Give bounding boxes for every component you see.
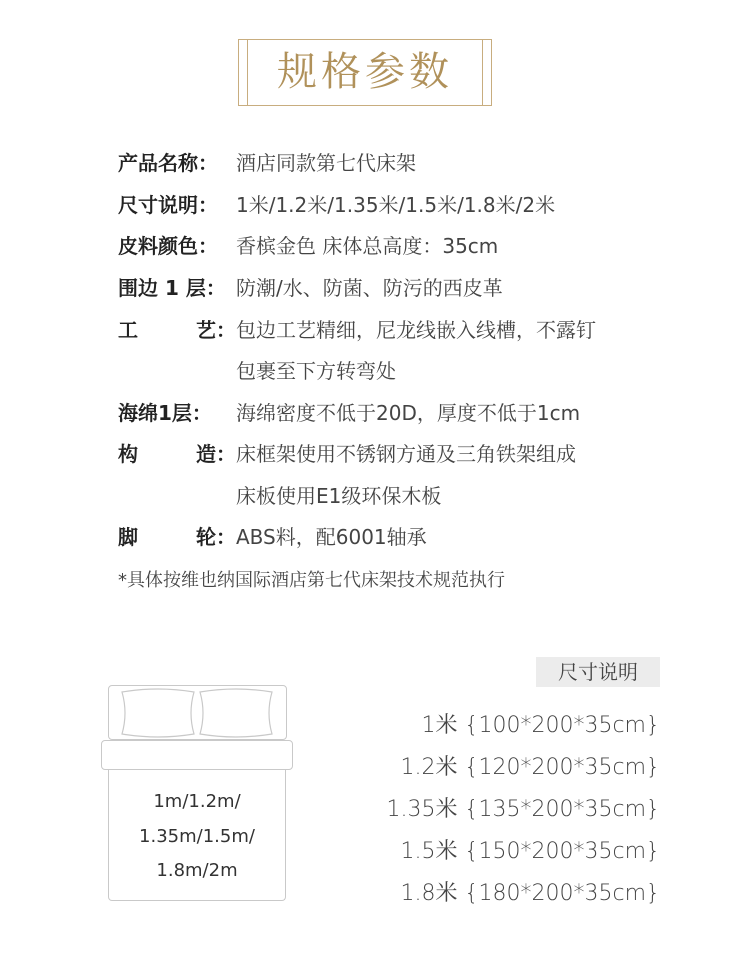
spec-label: 皮料颜色：: [118, 234, 218, 258]
spec-label: [118, 441, 236, 467]
size-row: 1.35米 {135*200*35cm}: [386, 797, 660, 822]
spec-value: 床框架使用不锈钢方通及三角铁架组成: [236, 442, 576, 466]
page-title: 规格参数: [277, 49, 453, 95]
spec-value: 酒店同款第七代床架: [236, 151, 416, 175]
bed-label-line: 1m/1.2m/: [153, 791, 241, 812]
spec-label-part: 艺：: [196, 318, 236, 342]
spec-label: 产品名称：: [118, 151, 218, 175]
spec-value: ABS料，配6001轴承: [236, 525, 427, 549]
spec-label-part: 脚: [118, 525, 138, 549]
pillow-icon: [118, 688, 198, 738]
spec-label-part: 造：: [196, 442, 236, 466]
bed-label-line: 1.35m/1.5m/: [139, 826, 255, 847]
spec-value: 海绵密度不低于20D，厚度不低于1cm: [236, 401, 581, 425]
spec-label-part: 工: [118, 318, 138, 342]
size-section-header: 尺寸说明: [536, 657, 660, 687]
spec-label-part: 轮：: [196, 525, 236, 549]
spec-value: 香槟金色 床体总高度：35cm: [236, 234, 499, 258]
spec-value: 防潮/水、防菌、防污的西皮革: [236, 276, 503, 300]
pillow-icon: [196, 688, 276, 738]
spec-value: 包边工艺精细，尼龙线嵌入线槽，不露钉: [236, 318, 596, 342]
bed-blanket-fold: [101, 740, 293, 770]
size-row: 1.5米 {150*200*35cm}: [400, 839, 660, 864]
bed-label-line: 1.8m/2m: [156, 860, 238, 881]
title-frame: [238, 39, 492, 106]
spec-label: 尺寸说明：: [118, 193, 218, 217]
spec-value: 1米/1.2米/1.35米/1.5米/1.8米/2米: [236, 193, 556, 217]
size-row: 1.8米 {180*200*35cm}: [400, 881, 660, 906]
footnote: *具体按维也纳国际酒店第七代床架技术规范执行: [118, 570, 505, 591]
spec-value: 床板使用E1级环保木板: [236, 484, 442, 508]
spec-value: 包裹至下方转弯处: [236, 359, 396, 383]
spec-label: 围边 1 层：: [118, 276, 226, 300]
spec-label: [118, 317, 236, 343]
size-row: 1米 {100*200*35cm}: [421, 713, 660, 738]
spec-label-part: 构: [118, 442, 138, 466]
spec-label: 海绵1层：: [118, 401, 212, 425]
size-row: 1.2米 {120*200*35cm}: [400, 755, 660, 780]
spec-label: [118, 524, 236, 550]
